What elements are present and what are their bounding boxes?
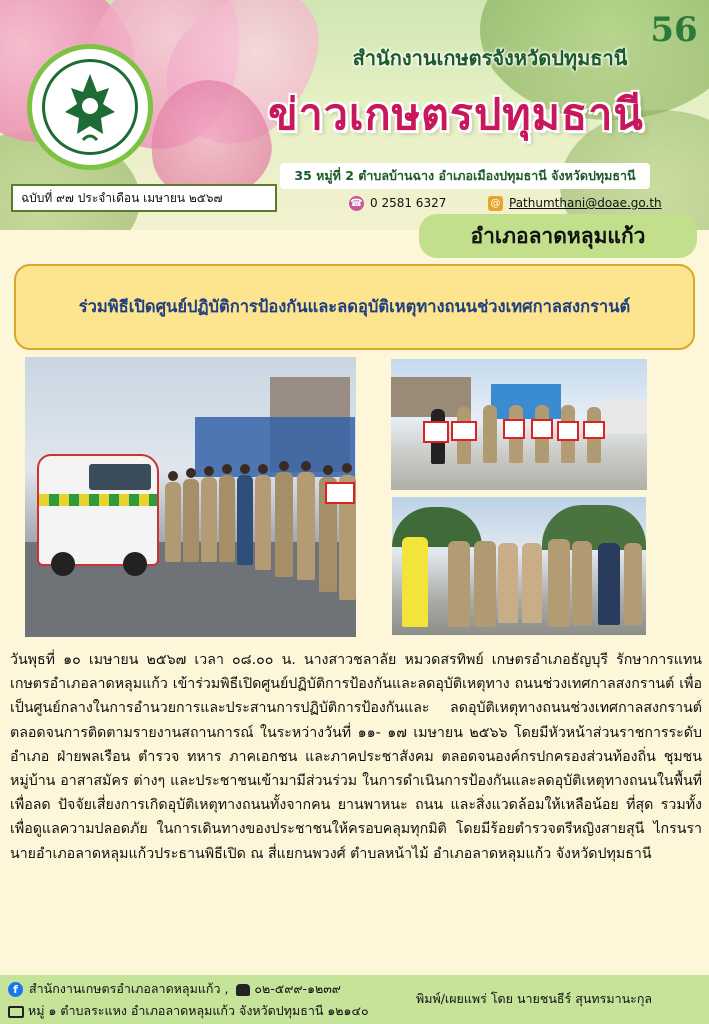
issue-label: ฉบับที่ ๙๗ ประจำเดือน เมษายน ๒๕๖๗ [11, 184, 277, 212]
header-email[interactable] [488, 194, 662, 212]
mailbox-icon [8, 1006, 24, 1018]
facebook-icon[interactable]: f [8, 982, 23, 997]
phone-icon: ☎ [350, 198, 363, 209]
email-address[interactable]: Pathumthani@doae.go.th [509, 196, 662, 210]
footer-address-line [8, 1001, 369, 1021]
newsletter-title: ข่าวเกษตรปทุมธานี [268, 90, 644, 140]
news-headline: ร่วมพิธีเปิดศูนย์ปฏิบัติการป้องกันและลดอุบัติเหตุทางถนนช่วงเทศกาลสงกรานต์ [14, 264, 695, 350]
phone-number: 0 2581 6327 [370, 196, 447, 210]
footer-publisher: พิมพ์/เผยแพร่ โดย นายชนธีร์ สุนทรมานะกุล [416, 991, 653, 1006]
footer [0, 975, 709, 1024]
photo-ceremony-lineup [25, 357, 356, 637]
anniversary-56-icon [646, 10, 702, 62]
office-title: สำนักงานเกษตรจังหวัดปทุมธานี [352, 46, 628, 70]
email-icon: @ [488, 196, 503, 211]
photo-group-with-signs [391, 359, 647, 490]
department-seal-icon [27, 44, 153, 170]
header-phone [349, 194, 446, 212]
footer-contact-line [8, 979, 341, 999]
badge-number: 56 [650, 10, 698, 50]
news-body: วันพุธที่ ๑๐ เมษายน ๒๕๖๗ เวลา ๐๘.๐๐ น. นางสาวชลาลัย หมวดสรทิพย์ เกษตรอำเภอธัญบุรี รักษาการแทนเกษตรอำเภอลาดหลุมแก้ว เข้าร่วมพิธีเปิดศูนย์ปฏิบัติการป้องกันและลดอุบัติเหตุทาง ถนนช่วงเทศกาลสงกรานต์ เพื่อเป็นศูนย์กลางในการอำนวยการและประสานการปฏิบัติการป้องกันและ ลดอุบัติเหตุทางถนนช่วงเทศกาลสงกรานต์ ตลอดจนการติดตามรายงานสถานการณ์ ในระหว่างวันที่ ๑๑- ๑๗ เมษายน ๒๕๖๖ โดยมีหัวหน้าส่วนราชการระดับอำเภอ ฝ่ายพลเรือน ตำรวจ ทหาร ภาคเอกชน และภาคประชาสังคม ตลอดจนองค์กรปกครองส่วนท้องถิ่น ชุมชนหมู่บ้าน อาสาสมัคร ต่างๆ และประชาชนเข้ามามีส่วนร่วม ในการดำเนินการป้องกันและลดอุบัติเหตุทางถนนในพื้นที่ เพื่อลด ปัจจัยเสี่ยงการเกิดอุบัติเหตุทางถนนทั้งจากคน ยานพาหนะ ถนน และสิ่งแวดล้อมให้เหลือน้อย ที่สุด รวมทั้งเพื่อดูแลความปลอดภัย ในการเดินทางของประชาชนให้ครอบคลุมทุกมิติ โดยมีร้อยตำรวจตรีหญิงสายสุนี ไกรนรา นายอำเภอลาดหลุมแก้วประธานพิธีเปิด ณ สี่แยกนพวงศ์ ตำบลหน้าไม้ อำเภอลาดหลุมแก้ว จังหวัดปทุมธานี [10, 652, 702, 862]
footer-office-name[interactable]: สำนักงานเกษตรอำเภอลาดหลุมแก้ว , [29, 981, 229, 996]
district-label: อำเภอลาดหลุมแก้ว [419, 214, 697, 258]
ambulance-van [37, 454, 159, 566]
header-banner [0, 0, 709, 230]
footer-phone: ๐๒-๕๙๙-๑๒๓๙ [254, 981, 341, 996]
footer-address: หมู่ ๑ ตำบลระแหง อำเภอลาดหลุมแก้ว จังหวัดปทุมธานี ๑๒๑๔๐ [28, 1003, 369, 1018]
telephone-icon [236, 984, 250, 996]
office-address: 35 หมู่ที่ 2 ตำบลบ้านฉาง อำเภอเมืองปทุมธานี จังหวัดปทุมธานี [280, 163, 650, 189]
photo-officials-standing [392, 497, 646, 635]
